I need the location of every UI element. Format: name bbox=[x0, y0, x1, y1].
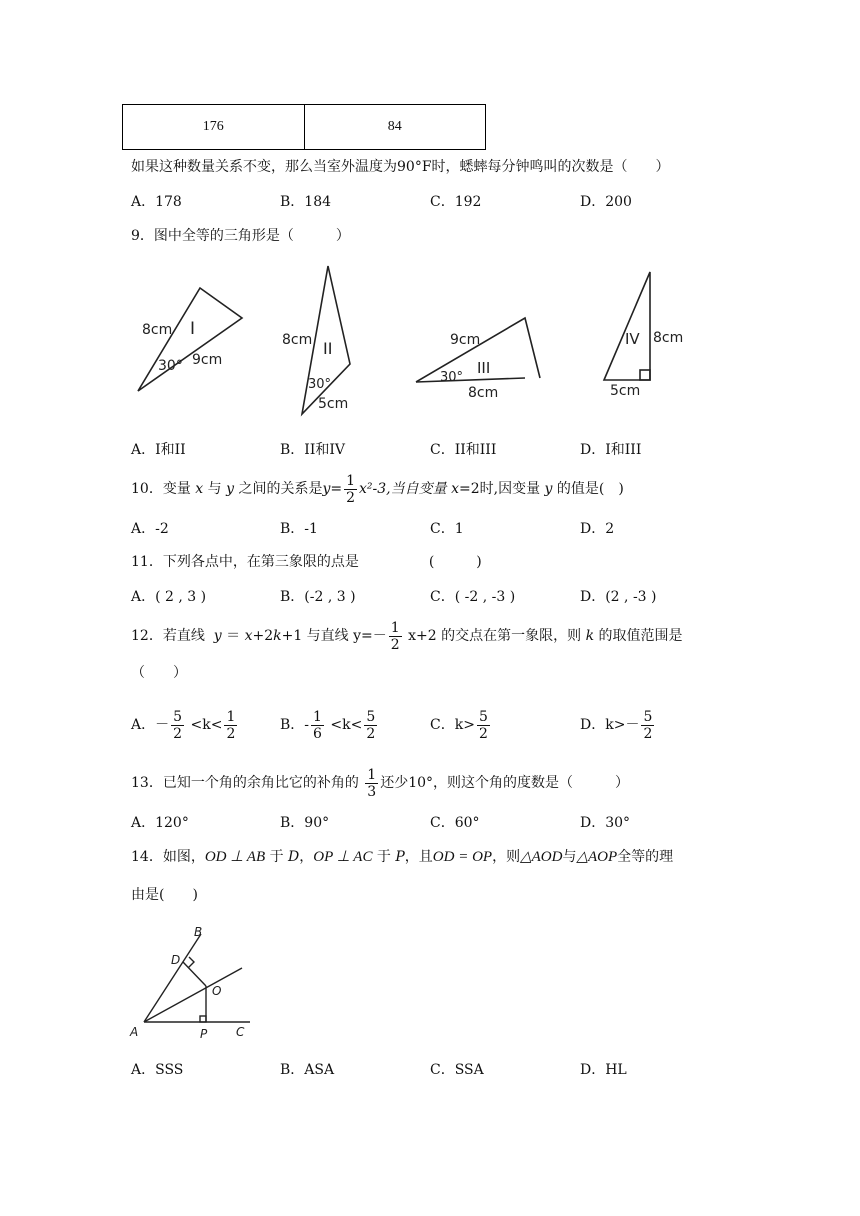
q12-option-b: B．- $\frac{1}{6}$ <k< $\frac{5}{2}$ bbox=[280, 708, 376, 742]
q9-option-b: B．II和IV bbox=[280, 442, 345, 458]
label-a: A bbox=[130, 1025, 139, 1039]
q10-option-d: D．2 bbox=[580, 521, 615, 537]
q10-text: 10．变量 x 与 y 之间的关系是y= $\frac{1}{2}$ x²-3,当自变量 x=2时,因变量 y 的值是( ) bbox=[131, 472, 624, 506]
t1-side-label: 8cm bbox=[142, 322, 173, 338]
q11-text: 11．下列各点中，在第三象限的点是 ( ) bbox=[131, 554, 482, 570]
q10-option-b: B．-1 bbox=[280, 521, 318, 537]
q13-option-a: A．120° bbox=[131, 815, 189, 831]
q8-option-c: C．192 bbox=[430, 194, 482, 210]
label-d: D bbox=[171, 953, 181, 967]
label-p: P bbox=[200, 1027, 208, 1041]
t1-angle-label: 30° bbox=[158, 358, 183, 374]
q14-option-a: A．SSS bbox=[131, 1062, 184, 1078]
t3-roman: III bbox=[477, 359, 491, 377]
fraction: $\frac{1}{3}$ bbox=[367, 766, 377, 800]
triangle-1 bbox=[138, 288, 242, 391]
q13-option-b: B．90° bbox=[280, 815, 330, 831]
table-row bbox=[123, 105, 486, 150]
q8-option-b: B．184 bbox=[280, 194, 332, 210]
fraction: $\frac{1}{2}$ bbox=[346, 472, 356, 506]
t1-side2-label: 9cm bbox=[192, 352, 223, 368]
q8-text: 如果这种数量关系不变，那么当室外温度为90°F时，蟋蟀每分钟鸣叫的次数是（ ） bbox=[131, 159, 670, 175]
fraction: $\frac{1}{2}$ bbox=[390, 619, 400, 653]
label-o: O bbox=[212, 984, 222, 998]
q12-option-d: D．k>－ $\frac{5}{2}$ bbox=[580, 708, 653, 742]
q13-option-d: D．30° bbox=[580, 815, 631, 831]
t2-roman: II bbox=[323, 339, 333, 358]
right-angle-mark bbox=[640, 370, 650, 380]
q12-paren: （ ） bbox=[131, 665, 187, 681]
q9-option-d: D．I和III bbox=[580, 442, 642, 458]
q9-text: 9．图中全等的三角形是（ ） bbox=[131, 228, 350, 244]
t2-side-label: 8cm bbox=[282, 332, 313, 348]
t3-side-label: 9cm bbox=[450, 332, 481, 348]
q9-option-c: C．II和III bbox=[430, 442, 497, 458]
t1-roman: I bbox=[190, 319, 196, 339]
q14-option-d: D．HL bbox=[580, 1062, 627, 1078]
q12-option-c: C．k> $\frac{5}{2}$ bbox=[430, 708, 488, 742]
t3-side2-label: 8cm bbox=[468, 385, 499, 401]
q8-option-d: D．200 bbox=[580, 194, 632, 210]
q10-option-a: A．-2 bbox=[131, 521, 169, 537]
q14-text: 14．如图，OD ⊥ AB 于 D，OP ⊥ AC 于 P，且OD = OP，则△AOD与△AOP全等的理 bbox=[131, 849, 674, 865]
q9-option-a: A．I和II bbox=[131, 442, 186, 458]
t4-side-label: 8cm bbox=[653, 330, 684, 346]
q14-line2: 由是( ) bbox=[131, 887, 198, 903]
q14-geometry-figure bbox=[124, 922, 264, 1046]
data-table bbox=[122, 104, 486, 150]
q13-option-c: C．60° bbox=[430, 815, 480, 831]
q11-option-c: C．( -2 , -3 ) bbox=[430, 589, 516, 605]
t4-roman: IV bbox=[625, 330, 640, 348]
t2-side2-label: 5cm bbox=[318, 396, 349, 412]
label-c: C bbox=[236, 1025, 245, 1039]
table-cell: 84 bbox=[304, 105, 486, 150]
table-cell: 176 bbox=[123, 105, 305, 150]
t2-angle-label: 30° bbox=[308, 377, 332, 392]
q13-text: 13．已知一个角的余角比它的补角的 $\frac{1}{3}$ 还少10°，则这个角的度数是（ ） bbox=[131, 766, 630, 800]
q10-option-c: C．1 bbox=[430, 521, 464, 537]
q11-option-a: A．( 2 , 3 ) bbox=[131, 589, 207, 605]
q12-option-a: A．－ $\frac{5}{2}$ <k< $\frac{1}{2}$ bbox=[131, 708, 236, 742]
q14-option-b: B．ASA bbox=[280, 1062, 335, 1078]
triangle-4 bbox=[604, 272, 650, 380]
t3-angle-label: 30° bbox=[440, 370, 464, 385]
q12-text: 12．若直线 y ＝ x+2k+1 与直线 y=－ $\frac{1}{2}$ x+2 的交点在第一象限，则 k 的取值范围是 bbox=[131, 619, 683, 653]
q9-triangles-figure bbox=[120, 258, 700, 418]
t4-side2-label: 5cm bbox=[610, 383, 641, 399]
q11-option-d: D．(2 , -3 ) bbox=[580, 589, 657, 605]
label-b: B bbox=[194, 925, 203, 939]
q11-option-b: B．(-2 , 3 ) bbox=[280, 589, 356, 605]
q14-option-c: C．SSA bbox=[430, 1062, 484, 1078]
q8-option-a: A．178 bbox=[131, 194, 182, 210]
